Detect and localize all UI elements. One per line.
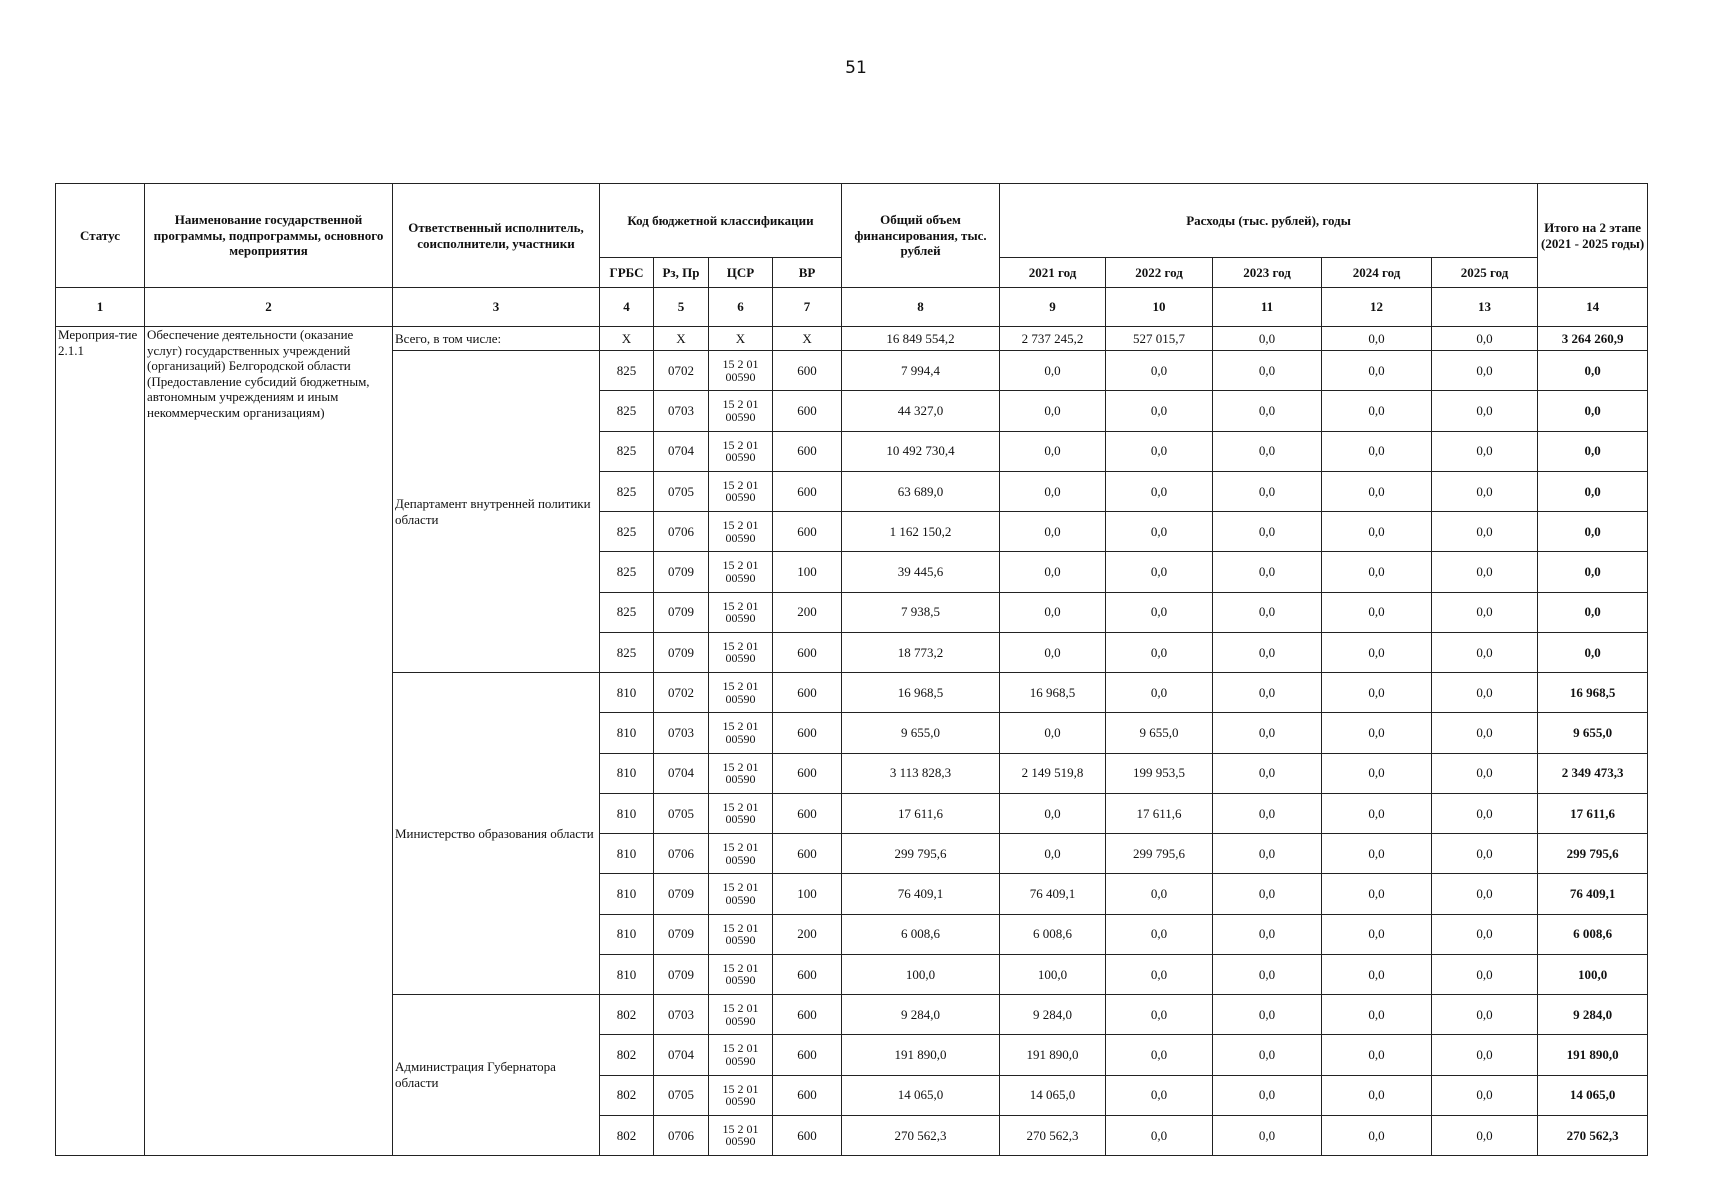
- grbs-cell: 825: [600, 632, 654, 672]
- y2023-cell: 0,0: [1213, 673, 1322, 713]
- stage-total-cell: 0,0: [1538, 391, 1648, 431]
- y2024-cell: 0,0: [1322, 673, 1432, 713]
- vr-cell: 600: [773, 351, 842, 391]
- stage-total-cell: 14 065,0: [1538, 1075, 1648, 1115]
- grbs-cell: 802: [600, 995, 654, 1035]
- rz-cell: 0706: [654, 1115, 709, 1155]
- column-number-row: [56, 288, 1648, 327]
- grbs-cell: 810: [600, 793, 654, 833]
- stage-total-cell: 0,0: [1538, 552, 1648, 592]
- y2021-cell: 0,0: [1000, 391, 1106, 431]
- column-number: 14: [1538, 288, 1648, 327]
- vr-cell: 600: [773, 1075, 842, 1115]
- rz-cell: 0706: [654, 834, 709, 874]
- y2024-cell: 0,0: [1322, 592, 1432, 632]
- y2024-cell: 0,0: [1322, 552, 1432, 592]
- rz-cell: 0705: [654, 1075, 709, 1115]
- stage-total-cell: 9 284,0: [1538, 995, 1648, 1035]
- y2021-cell: 0,0: [1000, 351, 1106, 391]
- y2025-cell: 0,0: [1432, 327, 1538, 351]
- header-name: Наименование государственной программы, подпрограммы, основного мероприятия: [145, 184, 393, 288]
- vr-cell: 600: [773, 995, 842, 1035]
- y2025-cell: 0,0: [1432, 351, 1538, 391]
- y2021-cell: 0,0: [1000, 552, 1106, 592]
- y2024-cell: 0,0: [1322, 1035, 1432, 1075]
- y2022-cell: 17 611,6: [1106, 793, 1213, 833]
- y2023-cell: 0,0: [1213, 1115, 1322, 1155]
- csr-cell: 15 2 01 00590: [709, 632, 773, 672]
- y2022-cell: 0,0: [1106, 391, 1213, 431]
- y2022-cell: 199 953,5: [1106, 753, 1213, 793]
- y2021-cell: 0,0: [1000, 632, 1106, 672]
- total-row: [56, 327, 1648, 351]
- y2022-cell: 299 795,6: [1106, 834, 1213, 874]
- grbs-cell: 810: [600, 713, 654, 753]
- y2024-cell: 0,0: [1322, 753, 1432, 793]
- measure-status: Мероприя-тие 2.1.1: [56, 327, 145, 1156]
- y2023-cell: 0,0: [1213, 793, 1322, 833]
- total-volume-cell: 270 562,3: [842, 1115, 1000, 1155]
- grbs-cell: 825: [600, 552, 654, 592]
- y2023-cell: 0,0: [1213, 1075, 1322, 1115]
- grbs-cell: 825: [600, 431, 654, 471]
- vr-cell: 600: [773, 793, 842, 833]
- measure-name: Обеспечение деятельности (оказание услуг) государственных учреждений (организаций) Белгородской области (Предоставление субсидий бюджетным, автономным учреждениям и иным некоммерческим организациям): [145, 327, 393, 1156]
- stage-total-cell: 76 409,1: [1538, 874, 1648, 914]
- vr-cell: 100: [773, 874, 842, 914]
- csr-cell: 15 2 01 00590: [709, 1115, 773, 1155]
- y2022-cell: 0,0: [1106, 954, 1213, 994]
- y2023-cell: 0,0: [1213, 552, 1322, 592]
- y2024-cell: 0,0: [1322, 874, 1432, 914]
- y2022-cell: 0,0: [1106, 874, 1213, 914]
- vr-cell: 600: [773, 1035, 842, 1075]
- header-rz-pr: Рз, Пр: [654, 258, 709, 288]
- y2022-cell: 0,0: [1106, 592, 1213, 632]
- csr-cell: 15 2 01 00590: [709, 1075, 773, 1115]
- column-number: 10: [1106, 288, 1213, 327]
- total-volume-cell: 7 994,4: [842, 351, 1000, 391]
- y2021-cell: 76 409,1: [1000, 874, 1106, 914]
- y2023-cell: 0,0: [1213, 592, 1322, 632]
- column-number: 4: [600, 288, 654, 327]
- csr-cell: 15 2 01 00590: [709, 391, 773, 431]
- total-volume-cell: 7 938,5: [842, 592, 1000, 632]
- vr-cell: 200: [773, 592, 842, 632]
- vr-cell: 600: [773, 954, 842, 994]
- y2022-cell: 0,0: [1106, 1075, 1213, 1115]
- y2021-cell: 270 562,3: [1000, 1115, 1106, 1155]
- csr-cell: 15 2 01 00590: [709, 793, 773, 833]
- y2025-cell: 0,0: [1432, 753, 1538, 793]
- y2025-cell: 0,0: [1432, 391, 1538, 431]
- total-volume-cell: 1 162 150,2: [842, 512, 1000, 552]
- header-2025: 2025 год: [1432, 258, 1538, 288]
- rz-cell: 0702: [654, 351, 709, 391]
- y2023-cell: 0,0: [1213, 995, 1322, 1035]
- grbs-cell: 825: [600, 391, 654, 431]
- rz-cell: 0703: [654, 995, 709, 1035]
- header-vr: ВР: [773, 258, 842, 288]
- grbs-cell: 825: [600, 592, 654, 632]
- y2021-cell: 191 890,0: [1000, 1035, 1106, 1075]
- y2024-cell: 0,0: [1322, 351, 1432, 391]
- vr-cell: 600: [773, 391, 842, 431]
- total-volume-cell: 63 689,0: [842, 471, 1000, 511]
- total-volume-cell: 3 113 828,3: [842, 753, 1000, 793]
- csr-cell: 15 2 01 00590: [709, 431, 773, 471]
- vr-cell: 600: [773, 834, 842, 874]
- y2024-cell: 0,0: [1322, 471, 1432, 511]
- csr-cell: 15 2 01 00590: [709, 552, 773, 592]
- total-volume-cell: 9 284,0: [842, 995, 1000, 1035]
- y2024-cell: 0,0: [1322, 914, 1432, 954]
- csr-cell: 15 2 01 00590: [709, 592, 773, 632]
- stage-total-cell: 6 008,6: [1538, 914, 1648, 954]
- y2025-cell: 0,0: [1432, 1075, 1538, 1115]
- stage-total-cell: 0,0: [1538, 351, 1648, 391]
- y2024-cell: 0,0: [1322, 632, 1432, 672]
- rz-cell: 0706: [654, 512, 709, 552]
- grbs-cell: 802: [600, 1035, 654, 1075]
- csr-cell: X: [709, 327, 773, 351]
- csr-cell: 15 2 01 00590: [709, 471, 773, 511]
- y2023-cell: 0,0: [1213, 713, 1322, 753]
- executor-cell: Департамент внутренней политики области: [393, 351, 600, 673]
- y2023-cell: 0,0: [1213, 512, 1322, 552]
- vr-cell: 600: [773, 632, 842, 672]
- stage-total-cell: 2 349 473,3: [1538, 753, 1648, 793]
- csr-cell: 15 2 01 00590: [709, 1035, 773, 1075]
- y2021-cell: 0,0: [1000, 793, 1106, 833]
- y2022-cell: 527 015,7: [1106, 327, 1213, 351]
- y2021-cell: 0,0: [1000, 713, 1106, 753]
- grbs-cell: 810: [600, 914, 654, 954]
- y2022-cell: 0,0: [1106, 632, 1213, 672]
- rz-cell: 0709: [654, 914, 709, 954]
- csr-cell: 15 2 01 00590: [709, 512, 773, 552]
- grbs-cell: 810: [600, 874, 654, 914]
- y2025-cell: 0,0: [1432, 793, 1538, 833]
- grbs-cell: 802: [600, 1075, 654, 1115]
- total-volume-cell: 16 968,5: [842, 673, 1000, 713]
- y2023-cell: 0,0: [1213, 753, 1322, 793]
- stage-total-cell: 0,0: [1538, 471, 1648, 511]
- y2024-cell: 0,0: [1322, 954, 1432, 994]
- stage-total-cell: 0,0: [1538, 592, 1648, 632]
- column-number: 13: [1432, 288, 1538, 327]
- y2023-cell: 0,0: [1213, 874, 1322, 914]
- column-number: 1: [56, 288, 145, 327]
- y2023-cell: 0,0: [1213, 954, 1322, 994]
- y2022-cell: 0,0: [1106, 431, 1213, 471]
- header-2021: 2021 год: [1000, 258, 1106, 288]
- y2022-cell: 0,0: [1106, 1035, 1213, 1075]
- column-number: 8: [842, 288, 1000, 327]
- stage-total-cell: 0,0: [1538, 512, 1648, 552]
- header-stage-total: Итого на 2 этапе (2021 - 2025 годы): [1538, 184, 1648, 288]
- vr-cell: 600: [773, 713, 842, 753]
- header-executor: Ответственный исполнитель, соисполнители, участники: [393, 184, 600, 288]
- stage-total-cell: 3 264 260,9: [1538, 327, 1648, 351]
- rz-cell: 0709: [654, 552, 709, 592]
- total-volume-cell: 17 611,6: [842, 793, 1000, 833]
- stage-total-cell: 9 655,0: [1538, 713, 1648, 753]
- y2025-cell: 0,0: [1432, 1035, 1538, 1075]
- page-number: 51: [845, 58, 867, 78]
- vr-cell: 100: [773, 552, 842, 592]
- y2023-cell: 0,0: [1213, 632, 1322, 672]
- rz-cell: 0704: [654, 753, 709, 793]
- rz-cell: 0705: [654, 471, 709, 511]
- y2023-cell: 0,0: [1213, 327, 1322, 351]
- rz-cell: 0704: [654, 431, 709, 471]
- rz-cell: 0705: [654, 793, 709, 833]
- stage-total-cell: 0,0: [1538, 632, 1648, 672]
- column-number: 12: [1322, 288, 1432, 327]
- y2025-cell: 0,0: [1432, 914, 1538, 954]
- y2021-cell: 14 065,0: [1000, 1075, 1106, 1115]
- header-budget-code: Код бюджетной классификации: [600, 184, 842, 258]
- column-number: 7: [773, 288, 842, 327]
- rz-cell: X: [654, 327, 709, 351]
- total-volume-cell: 9 655,0: [842, 713, 1000, 753]
- header-expenses: Расходы (тыс. рублей), годы: [1000, 184, 1538, 258]
- vr-cell: 600: [773, 512, 842, 552]
- y2023-cell: 0,0: [1213, 431, 1322, 471]
- y2025-cell: 0,0: [1432, 834, 1538, 874]
- rz-cell: 0703: [654, 713, 709, 753]
- y2024-cell: 0,0: [1322, 834, 1432, 874]
- header-2024: 2024 год: [1322, 258, 1432, 288]
- y2023-cell: 0,0: [1213, 391, 1322, 431]
- grbs-cell: X: [600, 327, 654, 351]
- total-volume-cell: 16 849 554,2: [842, 327, 1000, 351]
- executor-cell: Администрация Губернатора области: [393, 995, 600, 1156]
- total-volume-cell: 191 890,0: [842, 1035, 1000, 1075]
- stage-total-cell: 16 968,5: [1538, 673, 1648, 713]
- vr-cell: 200: [773, 914, 842, 954]
- y2023-cell: 0,0: [1213, 471, 1322, 511]
- rz-cell: 0709: [654, 954, 709, 994]
- y2021-cell: 2 737 245,2: [1000, 327, 1106, 351]
- csr-cell: 15 2 01 00590: [709, 995, 773, 1035]
- y2021-cell: 0,0: [1000, 471, 1106, 511]
- y2023-cell: 0,0: [1213, 351, 1322, 391]
- rz-cell: 0702: [654, 673, 709, 713]
- total-volume-cell: 76 409,1: [842, 874, 1000, 914]
- column-number: 5: [654, 288, 709, 327]
- column-number: 11: [1213, 288, 1322, 327]
- grbs-cell: 810: [600, 673, 654, 713]
- stage-total-cell: 0,0: [1538, 431, 1648, 471]
- column-number: 3: [393, 288, 600, 327]
- y2022-cell: 0,0: [1106, 471, 1213, 511]
- csr-cell: 15 2 01 00590: [709, 954, 773, 994]
- header-2022: 2022 год: [1106, 258, 1213, 288]
- y2022-cell: 0,0: [1106, 512, 1213, 552]
- y2022-cell: 0,0: [1106, 914, 1213, 954]
- y2024-cell: 0,0: [1322, 713, 1432, 753]
- vr-cell: 600: [773, 753, 842, 793]
- stage-total-cell: 100,0: [1538, 954, 1648, 994]
- total-volume-cell: 18 773,2: [842, 632, 1000, 672]
- y2025-cell: 0,0: [1432, 471, 1538, 511]
- y2023-cell: 0,0: [1213, 834, 1322, 874]
- csr-cell: 15 2 01 00590: [709, 753, 773, 793]
- y2024-cell: 0,0: [1322, 327, 1432, 351]
- y2022-cell: 0,0: [1106, 552, 1213, 592]
- header-grbs: ГРБС: [600, 258, 654, 288]
- y2022-cell: 0,0: [1106, 995, 1213, 1035]
- y2021-cell: 9 284,0: [1000, 995, 1106, 1035]
- y2021-cell: 0,0: [1000, 431, 1106, 471]
- budget-table: [55, 183, 1648, 1156]
- csr-cell: 15 2 01 00590: [709, 914, 773, 954]
- stage-total-cell: 270 562,3: [1538, 1115, 1648, 1155]
- y2022-cell: 0,0: [1106, 673, 1213, 713]
- y2025-cell: 0,0: [1432, 632, 1538, 672]
- grbs-cell: 825: [600, 512, 654, 552]
- y2021-cell: 0,0: [1000, 512, 1106, 552]
- grbs-cell: 802: [600, 1115, 654, 1155]
- rz-cell: 0703: [654, 391, 709, 431]
- total-volume-cell: 14 065,0: [842, 1075, 1000, 1115]
- vr-cell: 600: [773, 1115, 842, 1155]
- total-row-label: Всего, в том числе:: [393, 327, 600, 351]
- total-volume-cell: 10 492 730,4: [842, 431, 1000, 471]
- y2022-cell: 9 655,0: [1106, 713, 1213, 753]
- y2023-cell: 0,0: [1213, 1035, 1322, 1075]
- csr-cell: 15 2 01 00590: [709, 673, 773, 713]
- total-volume-cell: 6 008,6: [842, 914, 1000, 954]
- y2024-cell: 0,0: [1322, 995, 1432, 1035]
- stage-total-cell: 191 890,0: [1538, 1035, 1648, 1075]
- vr-cell: X: [773, 327, 842, 351]
- total-volume-cell: 39 445,6: [842, 552, 1000, 592]
- total-volume-cell: 299 795,6: [842, 834, 1000, 874]
- y2024-cell: 0,0: [1322, 1075, 1432, 1115]
- y2024-cell: 0,0: [1322, 391, 1432, 431]
- rz-cell: 0709: [654, 632, 709, 672]
- csr-cell: 15 2 01 00590: [709, 713, 773, 753]
- y2025-cell: 0,0: [1432, 592, 1538, 632]
- rz-cell: 0704: [654, 1035, 709, 1075]
- rz-cell: 0709: [654, 874, 709, 914]
- csr-cell: 15 2 01 00590: [709, 834, 773, 874]
- stage-total-cell: 299 795,6: [1538, 834, 1648, 874]
- y2024-cell: 0,0: [1322, 512, 1432, 552]
- y2022-cell: 0,0: [1106, 1115, 1213, 1155]
- y2021-cell: 0,0: [1000, 834, 1106, 874]
- y2025-cell: 0,0: [1432, 673, 1538, 713]
- header-status: Статус: [56, 184, 145, 288]
- grbs-cell: 810: [600, 834, 654, 874]
- y2023-cell: 0,0: [1213, 914, 1322, 954]
- grbs-cell: 810: [600, 954, 654, 994]
- y2025-cell: 0,0: [1432, 552, 1538, 592]
- y2025-cell: 0,0: [1432, 954, 1538, 994]
- vr-cell: 600: [773, 673, 842, 713]
- y2024-cell: 0,0: [1322, 1115, 1432, 1155]
- y2025-cell: 0,0: [1432, 431, 1538, 471]
- y2021-cell: 0,0: [1000, 592, 1106, 632]
- y2025-cell: 0,0: [1432, 874, 1538, 914]
- vr-cell: 600: [773, 471, 842, 511]
- grbs-cell: 825: [600, 351, 654, 391]
- y2021-cell: 6 008,6: [1000, 914, 1106, 954]
- y2025-cell: 0,0: [1432, 512, 1538, 552]
- y2021-cell: 100,0: [1000, 954, 1106, 994]
- rz-cell: 0709: [654, 592, 709, 632]
- y2021-cell: 2 149 519,8: [1000, 753, 1106, 793]
- total-volume-cell: 44 327,0: [842, 391, 1000, 431]
- csr-cell: 15 2 01 00590: [709, 351, 773, 391]
- header-2023: 2023 год: [1213, 258, 1322, 288]
- y2022-cell: 0,0: [1106, 351, 1213, 391]
- executor-cell: Министерство образования области: [393, 673, 600, 995]
- y2025-cell: 0,0: [1432, 713, 1538, 753]
- grbs-cell: 810: [600, 753, 654, 793]
- y2025-cell: 0,0: [1432, 1115, 1538, 1155]
- stage-total-cell: 17 611,6: [1538, 793, 1648, 833]
- y2024-cell: 0,0: [1322, 793, 1432, 833]
- header-total-volume: Общий объем финансирования, тыс. рублей: [842, 184, 1000, 288]
- grbs-cell: 825: [600, 471, 654, 511]
- column-number: 9: [1000, 288, 1106, 327]
- csr-cell: 15 2 01 00590: [709, 874, 773, 914]
- column-number: 2: [145, 288, 393, 327]
- vr-cell: 600: [773, 431, 842, 471]
- column-number: 6: [709, 288, 773, 327]
- y2025-cell: 0,0: [1432, 995, 1538, 1035]
- total-volume-cell: 100,0: [842, 954, 1000, 994]
- header-csr: ЦСР: [709, 258, 773, 288]
- y2021-cell: 16 968,5: [1000, 673, 1106, 713]
- y2024-cell: 0,0: [1322, 431, 1432, 471]
